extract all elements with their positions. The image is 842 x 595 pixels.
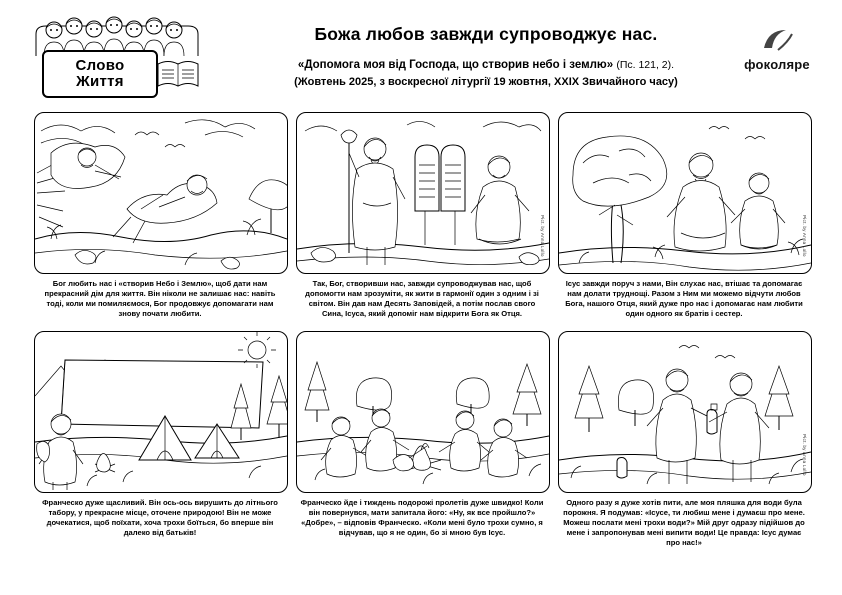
page-title: Божа любов завжди супроводжує нас. [314, 24, 658, 44]
brand-name: фоколяре [744, 57, 810, 72]
open-book-icon [154, 54, 202, 94]
comic-cell-5 [296, 331, 548, 548]
summer-camp-tent-scene-icon [34, 331, 288, 493]
comic-row-2 [34, 331, 810, 548]
page-header [0, 0, 842, 108]
logo-line-1: Слово [75, 56, 125, 74]
panel-caption: Одного разу я дуже хотів пити, але моя пляшка для води була порожня. Я подумав: «Ісусе, ти любиш мене і думаєш про мене. Можеш послати мені трохи води?» Мій друг одразу підійшов до мене і запропонував мені випити води! Це правда: Ісус думає про нас!» [563, 498, 805, 548]
logo-line-2: Життя [76, 73, 124, 90]
sharing-water-bottle-scene-icon [558, 331, 812, 493]
panel-caption: Франческо дуже щасливий. Він ось-ось вирушить до літнього табору, у прекрасне місце, оточене природою! Він не може дочекатися, щоб поїхати, хоча трохи боїться, бо вперше він далеко від батьків! [42, 498, 278, 538]
comic-row-1 [34, 112, 810, 319]
logo-banner [42, 50, 158, 98]
moses-commandments-scene-icon [296, 112, 550, 274]
creation-scene-icon [34, 112, 288, 274]
panel-caption: Так, Бог, створивши нас, завжди супроводжував нас, щоб допомогти нам зрозуміти, як жити в гармонії один з одним і зі світом. Він дав нам Десять Заповідей, а потім послав свого Сина, Ісуса, який допоміг нам відкрити Бога як Отця. [305, 279, 539, 319]
subtitle-date: (Жовтень 2025, з воскресної літургії 19 жовтня, XXIX Звичайного часу) [294, 76, 678, 88]
panel-caption: Франческо йде і тиждень подорожі пролетів дуже швидко! Коли він повернувся, мати запитала його: «Ну, як все пройшло?» «Добре», – відповів Франческо. «Коли мені було трохи сумно, я відчував, що я не один, бо зі мною був Ісус. [300, 498, 544, 538]
subtitle-reference: (Пс. 121, 2). [616, 59, 675, 71]
focolare-logo-icon [734, 26, 820, 54]
subtitle-quote-line [212, 59, 760, 71]
comic-cell-6 [558, 331, 810, 548]
campfire-friends-scene-icon [296, 331, 550, 493]
title-block [212, 24, 760, 88]
artist-signature: Pict. by Anna Lollo [802, 434, 807, 477]
comic-grid [34, 112, 810, 548]
brand-block [734, 26, 820, 72]
comic-cell-1 [34, 112, 286, 319]
artist-signature: Pict. by Anna Lollo [802, 215, 807, 257]
comic-cell-3 [558, 112, 810, 319]
panel-caption: Бог любить нас і «створив Небо і Землю», щоб дати нам прекрасний дім для життя. Він ніколи не залишає нас: навіть тоді, коли ми помиляємося, Бог продовжує допомагати нам знову почати любити. [44, 279, 276, 319]
jesus-listening-scene-icon [558, 112, 812, 274]
panel-caption: Ісус завжди поруч з нами, Він слухає нас, втішає та допомагає нам долати труднощі. Разом з Ним ми можемо відчути любов Бога, нашого Отця, який дуже про нас і допомагає нам любити один одного як братів і сестер. [565, 279, 803, 319]
artist-signature: Pict. by Anna Lollo [540, 215, 545, 257]
comic-cell-2 [296, 112, 548, 319]
subtitle-quote: «Допомога моя від Господа, що створив небо і землю» [297, 59, 614, 71]
comic-cell-4 [34, 331, 286, 548]
logo-block [26, 14, 204, 100]
